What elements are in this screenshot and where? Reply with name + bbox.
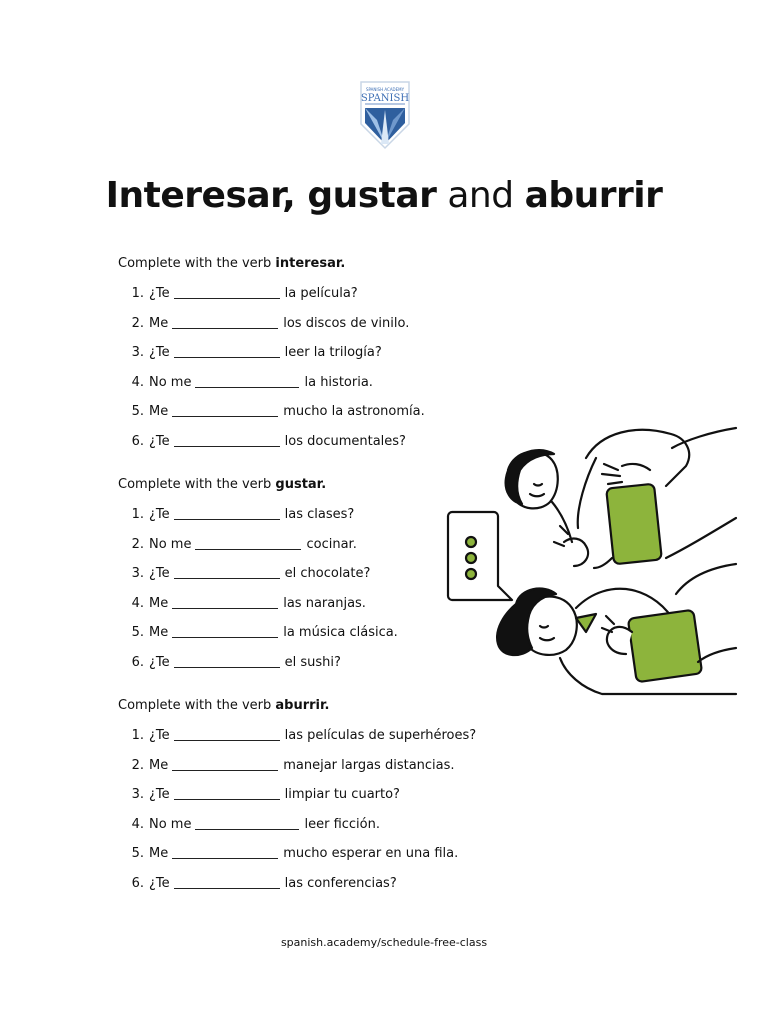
answer-blank[interactable] (174, 653, 280, 668)
exercise-item: 3. ¿Te el chocolate? (131, 566, 371, 581)
title-part-3: aburrir (524, 175, 663, 216)
answer-blank[interactable] (174, 726, 280, 741)
exercise-item: 4. No me leer ficción. (131, 816, 380, 832)
answer-blank[interactable] (195, 535, 301, 550)
answer-blank[interactable] (172, 844, 278, 859)
exercise-item: 5. Me la música clásica. (131, 625, 398, 640)
answer-blank[interactable] (174, 432, 280, 447)
svg-text:SPANISH ACADEMY: SPANISH ACADEMY (365, 87, 405, 92)
answer-blank[interactable] (172, 314, 278, 329)
answer-blank[interactable] (174, 564, 280, 579)
answer-blank[interactable] (174, 343, 280, 358)
exercise-item: 6. ¿Te el sushi? (131, 654, 341, 670)
exercise-section-aburrir (118, 695, 558, 898)
answer-blank[interactable] (172, 756, 278, 771)
exercise-item: 3. ¿Te leer la trilogía? (131, 345, 382, 360)
answer-blank[interactable] (172, 402, 278, 417)
verb-label: gustar. (275, 477, 327, 492)
exercise-item: 6. ¿Te los documentales? (131, 433, 406, 449)
section-instruction: Complete with the verb gustar. (118, 477, 327, 492)
exercise-item: 1. ¿Te las clases? (131, 507, 355, 522)
page-title (0, 172, 768, 220)
answer-blank[interactable] (195, 815, 299, 830)
answer-blank[interactable] (195, 373, 299, 388)
exercise-item: 4. Me las naranjas. (131, 595, 366, 611)
verb-label: aburrir. (275, 698, 330, 713)
logo-text: SPANISH (360, 93, 410, 104)
exercise-item: 6. ¿Te las conferencias? (131, 875, 397, 891)
footer-url[interactable]: spanish.academy/schedule-free-class (280, 936, 488, 949)
exercise-item: 1. ¿Te la película? (131, 286, 358, 301)
answer-blank[interactable] (174, 284, 280, 299)
title-part-1: Interesar, gustar (105, 175, 437, 216)
exercise-item: 2. Me manejar largas distancias. (131, 757, 455, 773)
section-instruction: Complete with the verb interesar. (118, 256, 346, 271)
exercise-item: 4. No me la historia. (131, 374, 373, 390)
answer-blank[interactable] (174, 874, 280, 889)
title-part-2: and (447, 175, 514, 216)
answer-blank[interactable] (172, 623, 278, 638)
answer-blank[interactable] (174, 505, 280, 520)
spanish-academy-logo (357, 80, 413, 150)
section-instruction: Complete with the verb aburrir. (118, 698, 330, 713)
exercise-item: 3. ¿Te limpiar tu cuarto? (131, 787, 400, 802)
verb-label: interesar. (275, 256, 346, 271)
exercise-item: 5. Me mucho la astronomía. (131, 404, 425, 419)
answer-blank[interactable] (172, 594, 278, 609)
students-illustration (436, 418, 740, 708)
answer-blank[interactable] (174, 785, 280, 800)
exercise-item: 1. ¿Te las películas de superhéroes? (131, 728, 477, 743)
exercise-item: 5. Me mucho esperar en una fila. (131, 846, 459, 861)
exercise-item: 2. No me cocinar. (131, 536, 357, 552)
exercise-item: 2. Me los discos de vinilo. (131, 315, 410, 331)
